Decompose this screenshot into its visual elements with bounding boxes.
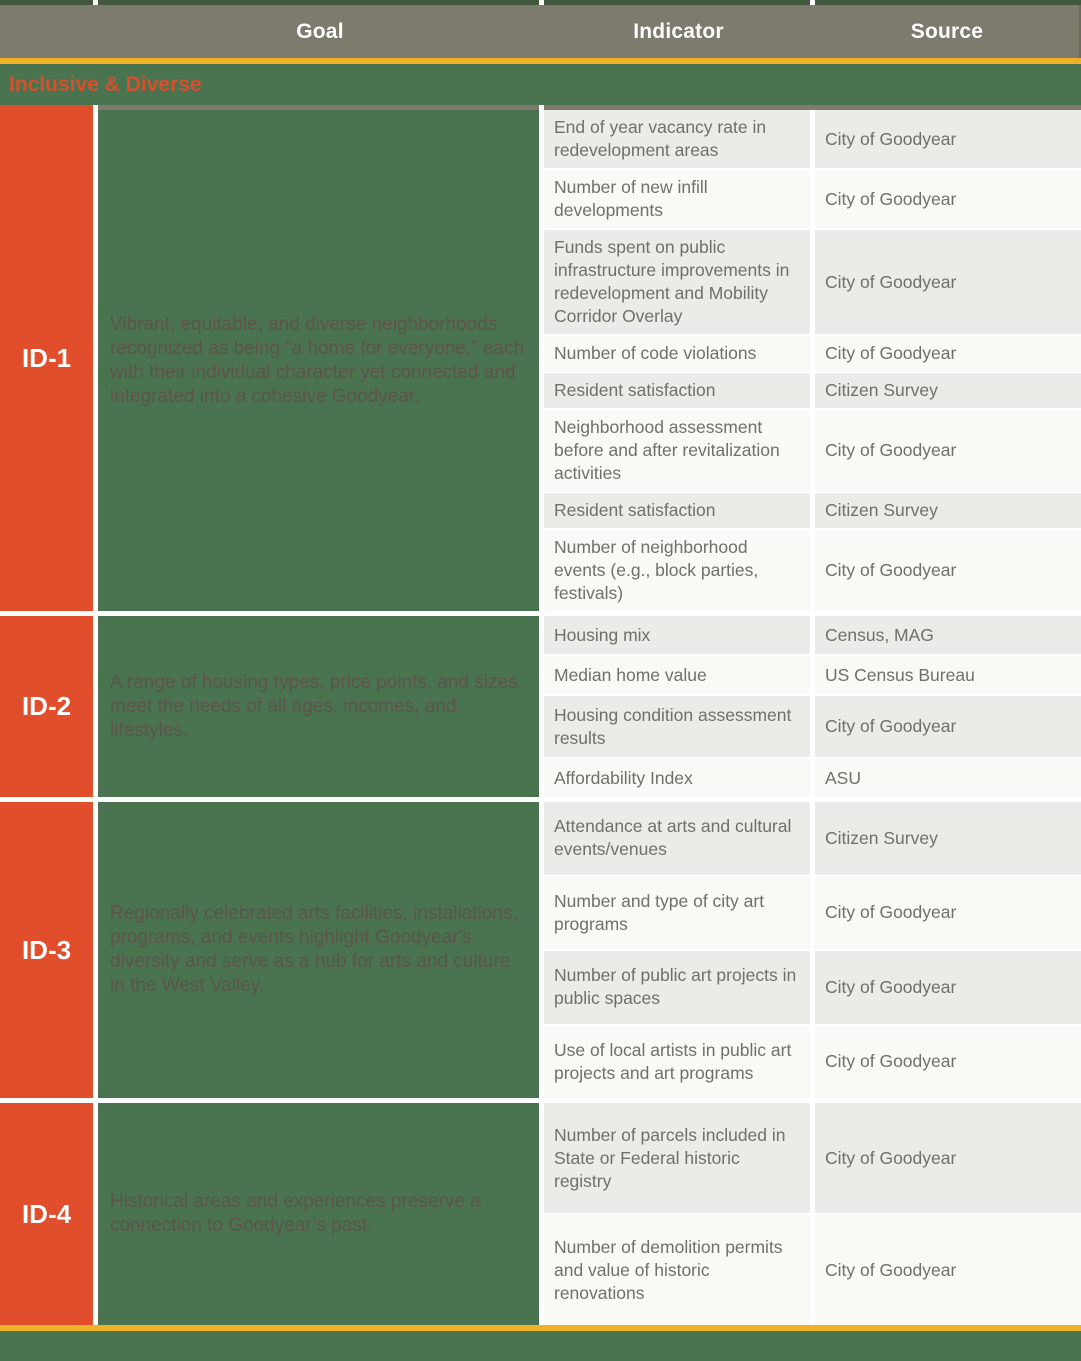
source-cell: City of Goodyear [815,170,1081,228]
indicator-cell: Number of demolition permits and value of historic renovations [544,1215,810,1325]
indicator-cell: Number of code violations [544,336,810,371]
table-row [544,1103,1081,1213]
table-row [544,493,1081,528]
source-cell: City of Goodyear [815,696,1081,757]
table-row [544,759,1081,797]
source-cell: US Census Bureau [815,656,1081,694]
source-cell: City of Goodyear [815,530,1081,611]
source-cell: City of Goodyear [815,1215,1081,1325]
indicator-cell: Funds spent on public infrastructure improvements in redevelopment and Mobility Corridor Overlay [544,230,810,334]
source-cell: Citizen Survey [815,802,1081,875]
goal-block [0,105,1081,611]
section-title: Inclusive & Diverse [9,72,202,96]
source-cell: Citizen Survey [815,493,1081,528]
table-body [0,105,1081,1325]
table-row [544,230,1081,334]
table-row [544,616,1081,654]
table-row [544,170,1081,228]
indicator-cell: Resident satisfaction [544,373,810,408]
indicator-cell: End of year vacancy rate in redevelopment areas [544,110,810,168]
table-row [544,530,1081,611]
indicator-rows [544,802,1081,1098]
table-row [544,802,1081,875]
source-cell: Census, MAG [815,616,1081,654]
goal-cell: Vibrant, equitable, and diverse neighborhoods recognized as being “a home for everyone,” each with their individual character yet connected and integrated into a cohesive Goodyear. [98,105,539,611]
goal-id-cell: ID-3 [0,802,93,1098]
table-row [544,656,1081,694]
source-cell: Citizen Survey [815,373,1081,408]
source-cell: City of Goodyear [815,230,1081,334]
goal-cell: Historical areas and experiences preserve a connection to Goodyear’s past. [98,1103,539,1325]
source-cell: City of Goodyear [815,1103,1081,1213]
goal-block [0,802,1081,1098]
indicator-cell: Resident satisfaction [544,493,810,528]
indicator-cell: Housing condition assessment results [544,696,810,757]
indicator-cell: Number and type of city art programs [544,877,810,950]
footer-band [0,1331,1081,1361]
source-cell: City of Goodyear [815,336,1081,371]
source-cell: City of Goodyear [815,410,1081,491]
indicator-cell: Number of neighborhood events (e.g., block parties, festivals) [544,530,810,611]
table-row [544,410,1081,491]
indicator-cell: Median home value [544,656,810,694]
indicator-cell: Attendance at arts and cultural events/venues [544,802,810,875]
column-header-indicator: Indicator [633,19,724,43]
indicator-rows [544,105,1081,611]
table-row [544,877,1081,950]
goal-id-cell: ID-4 [0,1103,93,1325]
column-header-goal: Goal [296,19,344,43]
indicator-cell: Number of public art projects in public spaces [544,951,810,1024]
indicator-cell: Use of local artists in public art projects and art programs [544,1026,810,1099]
source-cell: City of Goodyear [815,877,1081,950]
indicator-cell: Neighborhood assessment before and after revitalization activities [544,410,810,491]
indicator-rows [544,616,1081,797]
table-row [544,951,1081,1024]
table-row [544,1026,1081,1099]
indicator-rows [544,1103,1081,1325]
table-row [544,1215,1081,1325]
indicator-cell: Housing mix [544,616,810,654]
goal-cell: Regionally celebrated arts facilities, installations, programs, and events highlight Goodyear's diversity and serve as a hub for arts and culture in the West Valley. [98,802,539,1098]
source-cell: City of Goodyear [815,1026,1081,1099]
table-row [544,336,1081,371]
table-row [544,696,1081,757]
section-header-row [0,64,1081,105]
source-cell: City of Goodyear [815,951,1081,1024]
table-header-row [0,5,1081,58]
table-row [544,110,1081,168]
goal-block [0,616,1081,797]
goal-cell: A range of housing types, price points, and sizes meet the needs of all ages, incomes, and lifestyles. [98,616,539,797]
goal-block [0,1103,1081,1325]
column-header-source: Source [910,19,984,43]
indicator-cell: Number of new infill developments [544,170,810,228]
indicator-cell: Number of parcels included in State or Federal historic registry [544,1103,810,1213]
goal-id-cell: ID-1 [0,105,93,611]
table-row [544,373,1081,408]
indicator-cell: Affordability Index [544,759,810,797]
source-cell: City of Goodyear [815,110,1081,168]
goal-id-cell: ID-2 [0,616,93,797]
source-cell: ASU [815,759,1081,797]
